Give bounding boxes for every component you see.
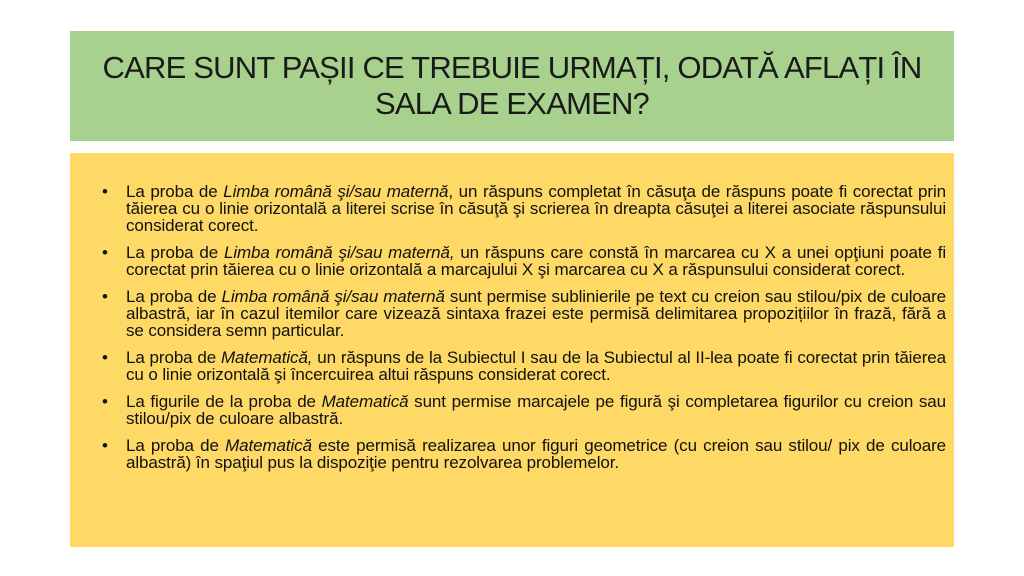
bullet-text-emphasis: Matematică bbox=[225, 436, 312, 455]
bullet-text-post: un răspuns de la Subiectul I sau de la Subiectul al II-lea poate fi corectat prin tăierea cu o linie orizontală şi încercuirea altui răspuns considerat corect. bbox=[126, 348, 946, 384]
bullet-icon: • bbox=[102, 392, 108, 411]
bullet-item bbox=[98, 349, 946, 383]
bullet-item bbox=[98, 437, 946, 471]
bullet-item bbox=[98, 393, 946, 427]
bullet-item bbox=[98, 288, 946, 339]
bullet-text-emphasis: Limba română şi/sau maternă bbox=[223, 182, 449, 201]
bullet-text-pre: La proba de bbox=[126, 243, 224, 262]
slide-title: CARE SUNT PAȘII CE TREBUIE URMAȚI, ODATĂ AFLAȚI ÎN SALA DE EXAMEN? bbox=[102, 50, 922, 121]
bullet-icon: • bbox=[102, 436, 108, 455]
bullet-text-post: sunt permise sublinierile pe text cu creion sau stilou/pix de culoare albastră, iar în cazul itemilor care vizează sintaxa frazei este permisă delimitarea propozițiilor în frază, fără a se considera semn particular. bbox=[126, 287, 946, 340]
bullet-item bbox=[98, 183, 946, 234]
bullet-list bbox=[98, 183, 946, 471]
bullet-icon: • bbox=[102, 182, 108, 201]
bullet-text-pre: La proba de bbox=[126, 436, 226, 455]
bullet-text-post: este permisă realizarea unor figuri geometrice (cu creion sau stilou/ pix de culoare albastră) în spaţiul pus la dispoziţie pentru rezolvarea problemelor. bbox=[126, 436, 946, 472]
slide-title-banner bbox=[70, 31, 954, 141]
bullet-text-emphasis: Limba română şi/sau maternă bbox=[221, 287, 445, 306]
bullet-text-post: , un răspuns completat în căsuţa de răspuns poate fi corectat prin tăierea cu o linie orizontală a literei scrise în căsuţă şi scrierea în dreapta căsuţei a literei asociate răspunsului considerat corect. bbox=[126, 182, 947, 235]
bullet-icon: • bbox=[102, 348, 108, 367]
bullet-text-post: sunt permise marcajele pe figură şi completarea figurilor cu creion sau stilou/pix de culoare albastră. bbox=[126, 392, 947, 428]
bullet-text-emphasis: Matematică, bbox=[220, 348, 313, 367]
bullet-text-pre: La proba de bbox=[126, 287, 222, 306]
bullet-icon: • bbox=[102, 287, 108, 306]
bullet-text-pre: La figurile de la proba de bbox=[126, 392, 322, 411]
bullet-text-pre: La proba de bbox=[126, 348, 221, 367]
bullet-text-emphasis: Matematică bbox=[321, 392, 409, 411]
bullet-text-pre: La proba de bbox=[126, 182, 224, 201]
bullet-item bbox=[98, 244, 946, 278]
bullet-text-emphasis: Limba română şi/sau maternă, bbox=[223, 243, 455, 262]
slide-content-box bbox=[70, 153, 954, 547]
bullet-icon: • bbox=[102, 243, 108, 262]
bullet-text-post: un răspuns care constă în marcarea cu X a unei opţiuni poate fi corectat prin tăierea cu o linie orizontală a marcajului X şi marcarea cu X a răspunsului considerat corect. bbox=[126, 243, 946, 279]
